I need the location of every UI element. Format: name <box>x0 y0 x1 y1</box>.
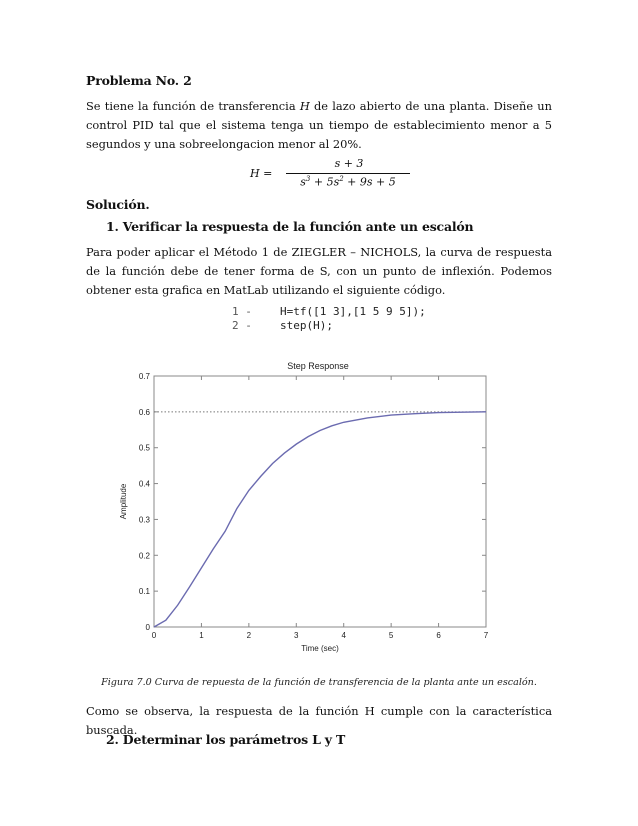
x-tick-label: 1 <box>199 631 204 640</box>
code-line-text: step(H); <box>280 319 333 332</box>
conclusion-paragraph: Como se observa, la respuesta de la función H cumple con la característica buscada. <box>86 704 552 738</box>
problem-title: Problema No. 2 <box>86 73 192 88</box>
den-exp-a: 3 <box>305 175 311 183</box>
step1-title: 1. Verificar la respuesta de la función ante un escalón <box>106 219 474 234</box>
step2-title: 2. Determinar los parámetros L y T <box>106 732 346 747</box>
den-term-b: + 5s <box>310 175 340 189</box>
code-line <box>232 305 426 319</box>
intro-text-end: de lazo abierto de una planta. Diseñe un control PID tal que el sistema tenga un tiempo de establecimiento menor a 5 segundos y una sobreelongacion menor al 20%. <box>86 99 552 152</box>
den-exp-b: 2 <box>339 175 344 183</box>
matlab-code-block <box>232 305 426 333</box>
intro-text-start: Se tiene la función de transferencia <box>86 99 296 113</box>
y-tick-label: 0 <box>145 623 150 632</box>
equation-denominator <box>286 175 410 189</box>
y-tick-label: 0.2 <box>138 551 150 561</box>
equation-numerator: s + 3 <box>334 157 364 170</box>
x-tick-label: 4 <box>341 631 346 640</box>
x-tick-label: 6 <box>436 631 441 640</box>
figure-caption: Figura 7.0 Curva de repuesta de la función de transferencia de la planta ante un escalón. <box>101 677 537 688</box>
x-tick-label: 0 <box>151 631 157 640</box>
chart-title: Step Response <box>287 361 349 371</box>
y-tick-label: 0.7 <box>138 372 150 381</box>
intro-variable: H <box>299 99 310 113</box>
den-term-a: s <box>300 175 306 189</box>
code-line-text: H=tf([1 3],[1 5 9 5]); <box>280 305 426 318</box>
equation-lhs: H = <box>250 167 273 180</box>
code-line-number: 1 - <box>232 305 252 318</box>
y-axis-label: Amplitude <box>119 483 128 520</box>
step1-paragraph: Para poder aplicar el Método 1 de ZIEGLER – NICHOLS, la curva de respuesta de la función debe de tener forma de S, con un punto de inflexión. Podemos obtener esta grafica en MatLab utilizando el siguiente código. <box>86 245 552 298</box>
y-tick-label: 0.5 <box>138 443 150 453</box>
x-tick-label: 3 <box>294 631 299 640</box>
y-tick-label: 0.4 <box>138 479 150 489</box>
x-tick-label: 7 <box>483 631 489 640</box>
code-line <box>232 319 426 333</box>
x-tick-label: 2 <box>246 631 252 640</box>
fraction-bar <box>286 173 410 174</box>
solution-title: Solución. <box>86 197 150 212</box>
den-term-c: + 9s + 5 <box>343 175 396 189</box>
transfer-function-equation <box>250 157 400 191</box>
code-line-number: 2 - <box>232 319 252 332</box>
y-tick-label: 0.6 <box>138 407 150 417</box>
y-tick-label: 0.3 <box>138 515 150 525</box>
intro-paragraph <box>86 97 552 155</box>
x-axis-label: Time (sec) <box>301 644 339 653</box>
x-tick-label: 5 <box>388 631 394 640</box>
step-response-chart <box>112 356 504 660</box>
plot-area <box>154 376 486 627</box>
y-tick-label: 0.1 <box>138 587 150 597</box>
